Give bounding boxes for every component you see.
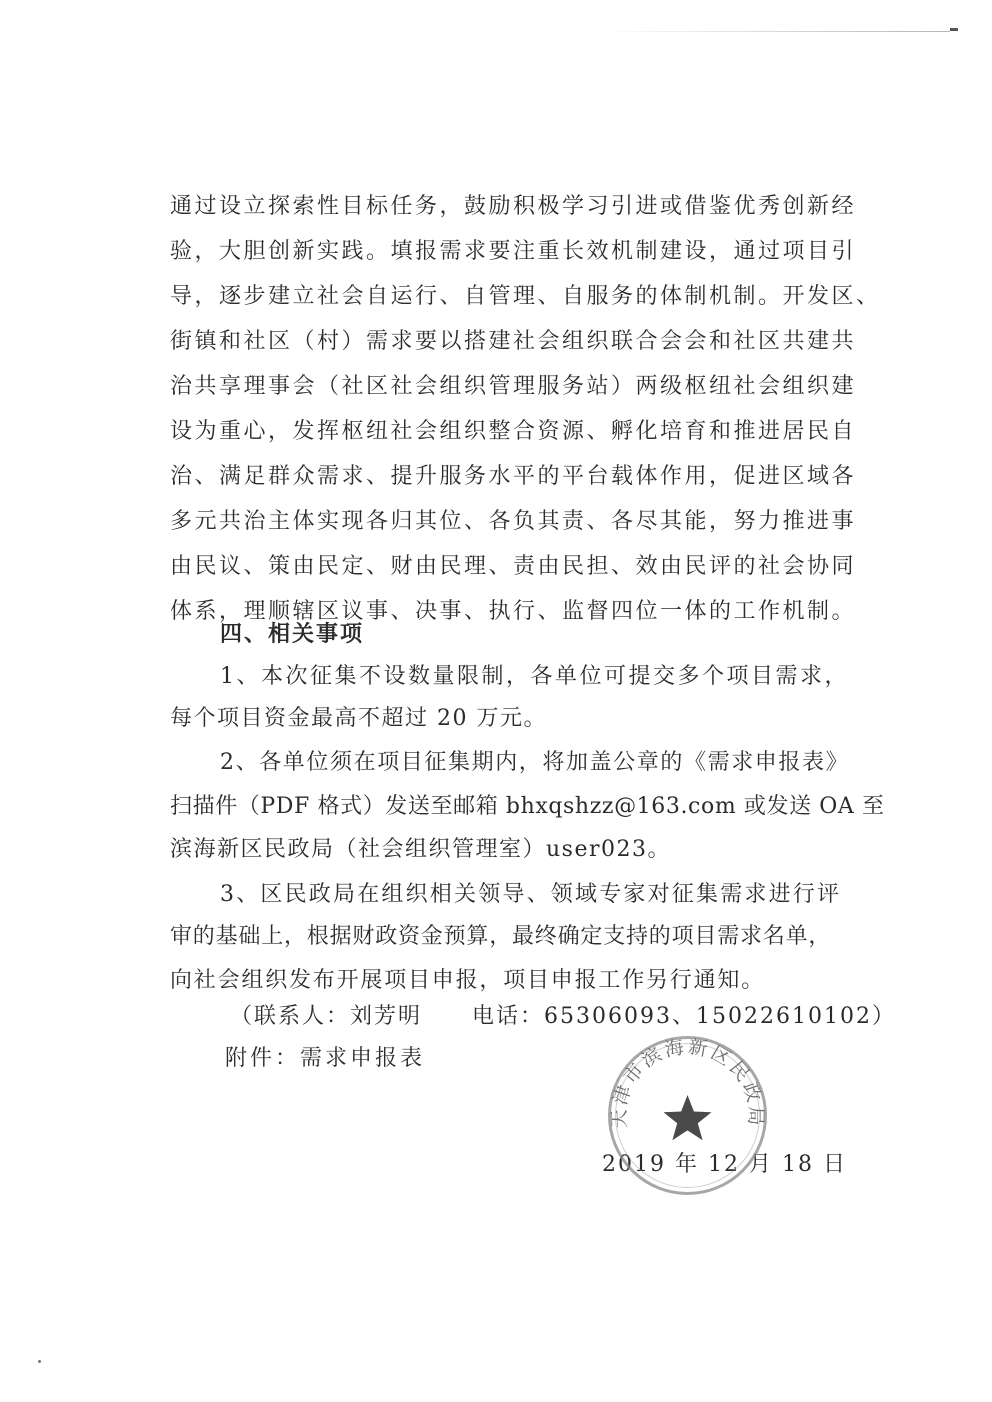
contact-person: （联系人：刘芳明: [230, 1004, 423, 1029]
item3-line: 向社会组织发布开展项目申报，项目申报工作另行通知。: [170, 968, 766, 993]
star-icon: [664, 1095, 712, 1140]
item1-line: 每个项目资金最高不超过 20 万元。: [170, 706, 547, 731]
paragraph-line: 验，大胆创新实践。填报需求要注重长效机制建设，通过项目引: [170, 239, 857, 264]
item2-line: 滨海新区民政局（社会组织管理室）user023。: [170, 837, 671, 862]
paragraph-line: 治共享理事会（社区社会组织管理服务站）两级枢纽社会组织建: [170, 374, 857, 399]
paragraph-line: 街镇和社区（村）需求要以搭建社会组织联合会会和社区共建共: [170, 329, 857, 354]
paragraph-line: 通过设立探索性目标任务，鼓励积极学习引进或借鉴优秀创新经: [170, 194, 857, 219]
contact-info: [230, 995, 896, 1039]
official-seal: [605, 1033, 770, 1198]
seal-text: 天津市滨海新区民政局: [608, 1035, 767, 1129]
paragraph-line: 治、满足群众需求、提升服务水平的平台载体作用，促进区域各: [170, 464, 857, 489]
item3-line: 3、区民政局在组织相关领导、领域专家对征集需求进行评: [220, 882, 842, 907]
document-date: 2019 年 12 月 18 日: [602, 1152, 847, 1177]
scan-edge-line: [600, 31, 950, 32]
paragraph-line: 多元共治主体实现各归其位、各负其责、各尽其能，努力推进事: [170, 509, 857, 534]
paragraph-line: 由民议、策由民定、财由民理、责由民担、效由民评的社会协同: [170, 554, 857, 579]
contact-phone: 电话：65306093、15022610102）: [472, 1004, 896, 1029]
paragraph-line: 体系，理顺辖区议事、决事、执行、监督四位一体的工作机制。: [170, 599, 857, 624]
item2-line: 扫描件（PDF 格式）发送至邮箱 bhxqshzz@163.com 或发送 OA 至: [170, 794, 885, 819]
scan-speck: [38, 1360, 41, 1363]
section-heading: 四、相关事项: [220, 622, 365, 647]
item2-line: 2、各单位须在项目征集期内，将加盖公章的《需求申报表》: [220, 750, 850, 775]
item3-line: 审的基础上，根据财政资金预算，最终确定支持的项目需求名单，: [170, 924, 832, 949]
paragraph-line: 导，逐步建立社会自运行、自管理、自服务的体制机制。开发区、: [170, 284, 881, 309]
paragraph-line: 设为重心，发挥枢纽社会组织整合资源、孵化培育和推进居民自: [170, 419, 857, 444]
item1-line: 1、本次征集不设数量限制，各单位可提交多个项目需求，: [220, 664, 849, 689]
scan-edge-mark: [950, 28, 958, 31]
attachment-note: 附件：需求申报表: [225, 1046, 426, 1071]
